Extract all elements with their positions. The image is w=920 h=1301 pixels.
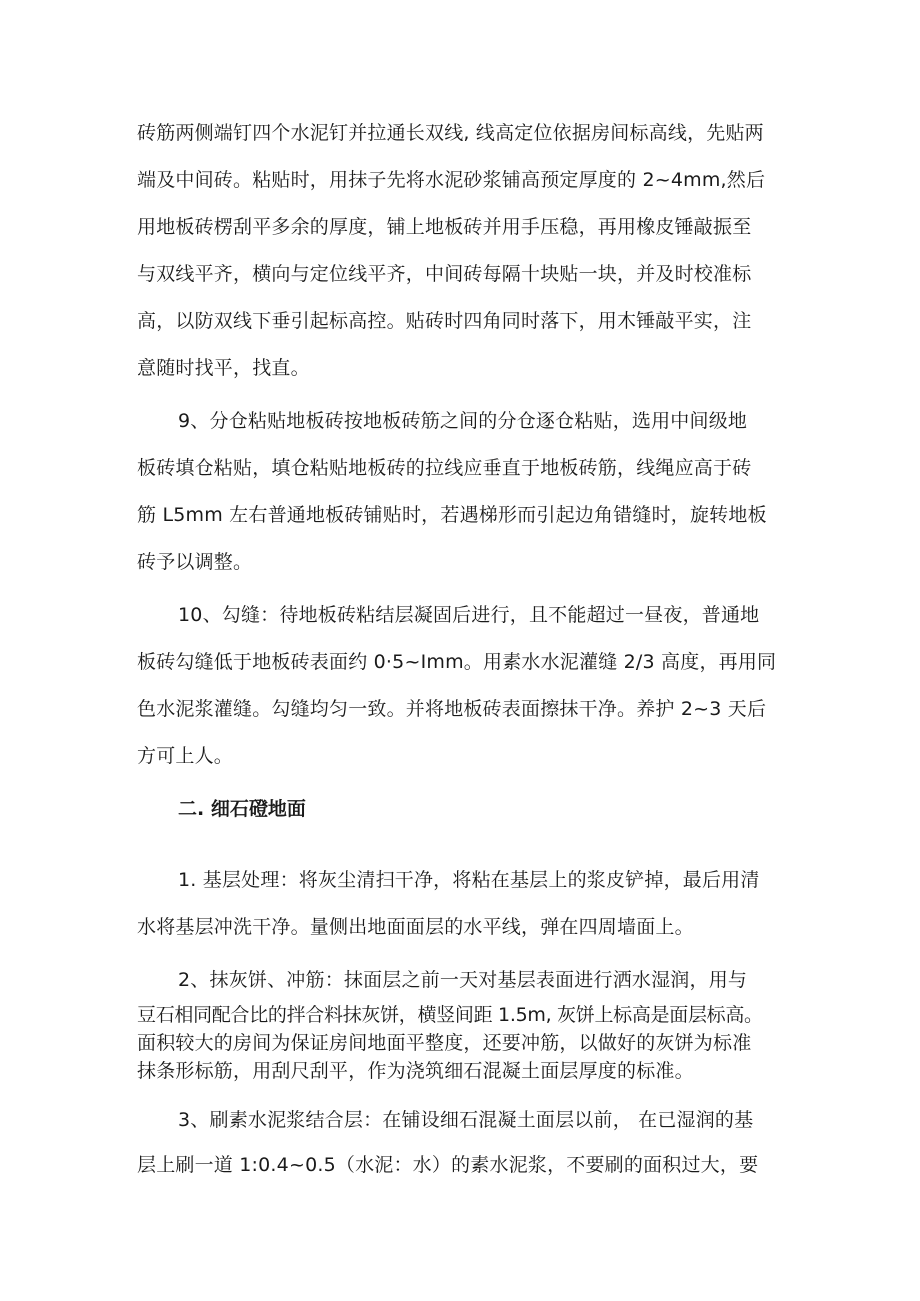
text-line: 筋 L5mm 左右普通地板砖铺贴时，若遇梯形而引起边角错缝时，旋转地板	[137, 504, 767, 526]
text-line: 1. 基层处理：将灰尘清扫干净，将粘在基层上的浆皮铲掉，最后用清	[178, 869, 760, 891]
text-line: 高，以防双线下垂引起标高控。贴砖时四角同时落下，用木锤敲平实，注	[137, 310, 752, 332]
text-line: 方可上人。	[137, 745, 234, 767]
text-line: 砖予以调整。	[137, 551, 253, 573]
text-line: 3、刷素水泥浆结合层：在铺设细石混凝土面层以前， 在已湿润的基	[178, 1109, 754, 1131]
text-line: 10、勾缝：待地板砖粘结层凝固后进行，且不能超过一昼夜，普通地	[178, 604, 760, 626]
text-line: 板砖填仓粘贴，填仓粘贴地板砖的拉线应垂直于地板砖筋，线绳应高于砖	[137, 457, 752, 479]
text-line: 9、分仓粘贴地板砖按地板砖筋之间的分仓逐仓粘贴，选用中间级地	[178, 410, 748, 432]
text-line: 砖筋两侧端钉四个水泥钉并拉通长双线, 线高定位依据房间标高线，先贴两	[137, 122, 764, 144]
text-line: 与双线平齐，横向与定位线平齐，中间砖每隔十块贴一块，并及时校准标	[137, 263, 752, 285]
text-line: 色水泥浆灌缝。勾缝均匀一致。并将地板砖表面擦抹干净。养护 2~3 天后	[137, 698, 767, 720]
text-line: 层上刷一道 1:0.4~0.5（水泥：水）的素水泥浆，不要刷的面积过大，要	[137, 1154, 759, 1176]
text-line: 意随时找平，找直。	[137, 357, 310, 379]
text-line: 用地板砖楞刮平多余的厚度，铺上地板砖并用手压稳，再用橡皮锤敲振至	[137, 216, 752, 238]
text-line: 2、抹灰饼、冲筋：抹面层之前一天对基层表面进行洒水湿润，用与	[178, 969, 748, 991]
text-line: 抹条形标筋，用刮尺刮平，作为浇筑细石混凝土面层厚度的标准。	[137, 1060, 694, 1082]
text-line: 端及中间砖。粘贴时，用抹子先将水泥砂浆铺高预定厚度的 2~4mm,然后	[137, 169, 766, 191]
section-heading: 二. 细石磴地面	[178, 798, 306, 820]
text-line: 板砖勾缝低于地板砖表面约 0·5~Imm。用素水水泥灌缝 2/3 高度，再用同	[137, 651, 777, 673]
text-line: 豆石相同配合比的拌合料抹灰饼，横竖间距 1.5m, 灰饼上标高是面层标高。	[137, 1004, 763, 1026]
text-line: 水将基层冲洗干净。量侧出地面面层的水平线，弹在四周墙面上。	[137, 916, 694, 938]
text-line: 面积较大的房间为保证房间地面平整度，还要冲筋，以做好的灰饼为标准	[137, 1032, 752, 1054]
